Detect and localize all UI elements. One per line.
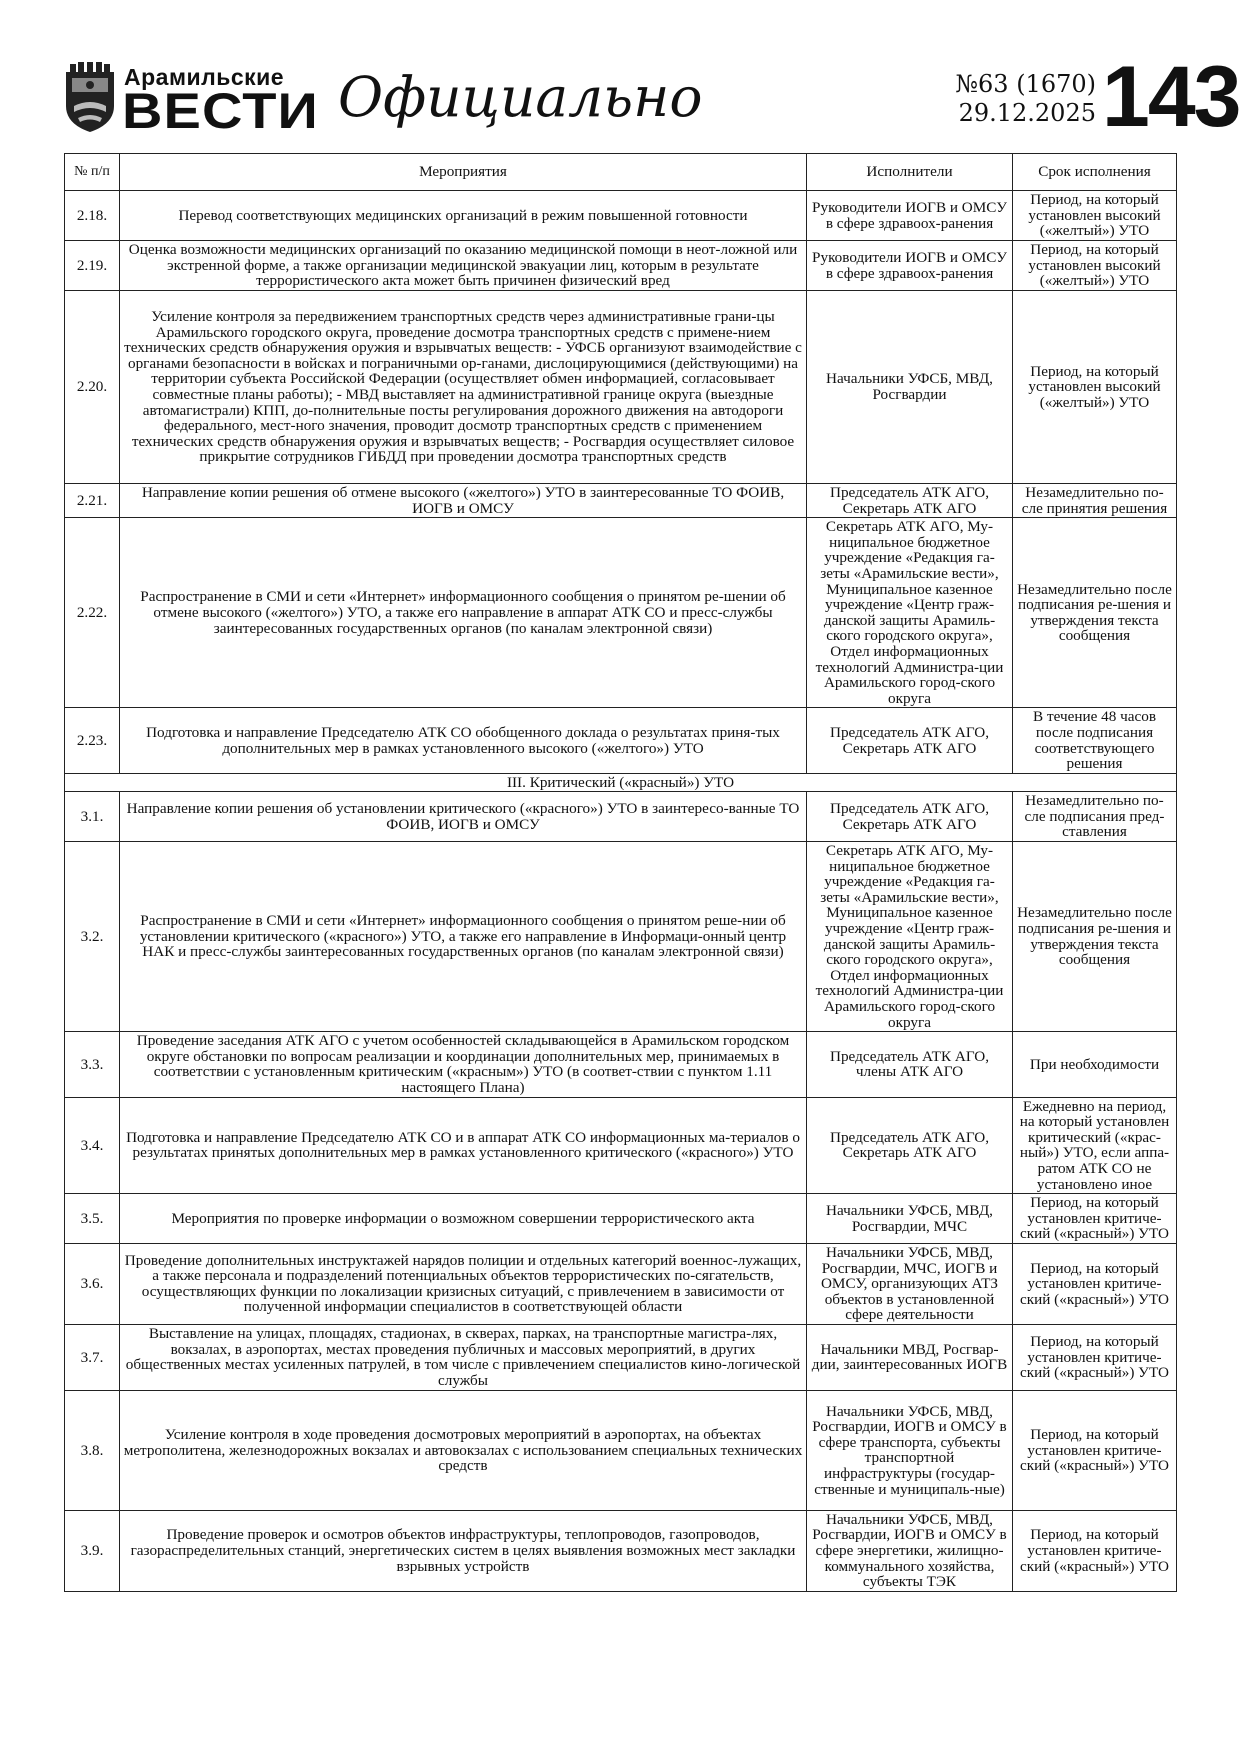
row-term: Период, на который установлен критиче-ский («красный») УТО bbox=[1013, 1194, 1177, 1244]
table-row bbox=[65, 484, 1177, 518]
row-term: Период, на который установлен критиче-ский («красный») УТО bbox=[1013, 1324, 1177, 1390]
row-term: Ежедневно на период, на который установлен критический («крас-ный») УТО, если аппа-ратом АТК СО не установлено иное bbox=[1013, 1097, 1177, 1194]
table-row bbox=[65, 1324, 1177, 1390]
row-number: 3.4. bbox=[65, 1097, 120, 1194]
row-event: Перевод соответствующих медицинских организаций в режим повышенной готовности bbox=[120, 191, 807, 241]
row-executor: Начальники УФСБ, МВД, Росгвардии bbox=[807, 291, 1013, 484]
row-executor: Руководители ИОГВ и ОМСУ в сфере здравоох-ранения bbox=[807, 191, 1013, 241]
table-row bbox=[65, 1510, 1177, 1591]
row-number: 3.6. bbox=[65, 1243, 120, 1324]
row-event: Направление копии решения об отмене высокого («желтого») УТО в заинтересованные ТО ФОИВ, ИОГВ и ОМСУ bbox=[120, 484, 807, 518]
row-number: 2.21. bbox=[65, 484, 120, 518]
row-term: Период, на который установлен высокий («желтый») УТО bbox=[1013, 291, 1177, 484]
row-executor: Начальники УФСБ, МВД, Росгвардии, МЧС bbox=[807, 1194, 1013, 1244]
row-executor: Секретарь АТК АГО, Му-ниципальное бюджетное учреждение «Редакция га-зеты «Арамильские вести», Муниципальное казенное учреждение «Центр граж-данской защиты Арамиль-ского городского округа», Отдел информационных технологий Администра-ции Арамильского город-ского округа bbox=[807, 518, 1013, 708]
row-number: 3.5. bbox=[65, 1194, 120, 1244]
header-event: Мероприятия bbox=[120, 154, 807, 191]
row-number: 3.8. bbox=[65, 1390, 120, 1510]
row-term: Незамедлительно по-сле принятия решения bbox=[1013, 484, 1177, 518]
row-executor: Секретарь АТК АГО, Му-ниципальное бюджетное учреждение «Редакция га-зеты «Арамильские вести», Муниципальное казенное учреждение «Центр граж-данской защиты Арамиль-ского городского округа», Отдел информационных технологий Администра-ции Арамильского город-ского округа bbox=[807, 842, 1013, 1032]
row-event: Направление копии решения об установлении критического («красного») УТО в заинтересо-ванные ТО ФОИВ, ИОГВ и ОМСУ bbox=[120, 792, 807, 842]
row-executor: Начальники МВД, Росгвар-дии, заинтересованных ИОГВ bbox=[807, 1324, 1013, 1390]
row-executor: Председатель АТК АГО, Секретарь АТК АГО bbox=[807, 484, 1013, 518]
header-executor: Исполнители bbox=[807, 154, 1013, 191]
header-num: № п/п bbox=[65, 154, 120, 191]
logo-top-text: Арамильские bbox=[124, 64, 285, 90]
table-row bbox=[65, 1097, 1177, 1194]
issue-number: №63 (1670) bbox=[955, 70, 1096, 98]
row-term: Период, на который установлен высокий («желтый») УТО bbox=[1013, 241, 1177, 291]
row-event: Усиление контроля за передвижением транспортных средств через административные грани-цы Арамильского городского округа, проведение досмотра транспортных средств с примене-нием технических средств обнаружения оружия и взрывчатых веществ: - УФСБ организуют взаимодействие с органами безопасности в войсках и пограничными ор-ганами, дислоцирующимися (действующими) на территории субъекта Российской Федерации (осуществляет обмен информацией, согласовывает совместные планы работы); - МВД выставляет на административной границе округа (выездные автомагистрали) КПП, до-полнительные посты регулирования дорожного движения на автодороги федерального, мест-ного значения, проводит досмотр транспортных средств с применением технических средств обнаружения оружия и взрывчатых веществ; - Росгвардия осуществляет силовое прикрытие сотрудников ГИБДД при проведении досмотра транспортных средств bbox=[120, 291, 807, 484]
row-event: Подготовка и направление Председателю АТК СО обобщенного доклада о результатах приня-тых дополнительных мер в рамках установленного высокого («желтого») УТО bbox=[120, 708, 807, 773]
table-row bbox=[65, 1194, 1177, 1244]
row-term: Период, на который установлен высокий («желтый») УТО bbox=[1013, 191, 1177, 241]
row-executor: Председатель АТК АГО, члены АТК АГО bbox=[807, 1032, 1013, 1097]
city-emblem-icon bbox=[64, 62, 116, 134]
table-section-red bbox=[65, 773, 1177, 792]
logo-main-text: ВЕСТИ bbox=[122, 83, 319, 139]
row-term: При необходимости bbox=[1013, 1032, 1177, 1097]
row-number: 2.20. bbox=[65, 291, 120, 484]
row-number: 2.18. bbox=[65, 191, 120, 241]
masthead bbox=[64, 49, 1240, 145]
row-number: 3.1. bbox=[65, 792, 120, 842]
header-term: Срок исполнения bbox=[1013, 154, 1177, 191]
newspaper-logo bbox=[64, 60, 319, 139]
page-number: 143 bbox=[1102, 49, 1240, 145]
row-event: Распространение в СМИ и сети «Интернет» информационного сообщения о принятом ре-шении об отмене высокого («желтого») УТО, а также его направление в аппарат АТК СО и пресс-службы заинтересованных государственных органов (по каналам электронной связи) bbox=[120, 518, 807, 708]
row-number: 2.22. bbox=[65, 518, 120, 708]
row-number: 2.19. bbox=[65, 241, 120, 291]
table-row bbox=[65, 1390, 1177, 1510]
row-executor: Председатель АТК АГО, Секретарь АТК АГО bbox=[807, 708, 1013, 773]
issue-info bbox=[878, 70, 1096, 128]
row-event: Мероприятия по проверке информации о возможном совершении террористического акта bbox=[120, 1194, 807, 1244]
row-term: Период, на который установлен критиче-ский («красный») УТО bbox=[1013, 1390, 1177, 1510]
row-executor: Начальники УФСБ, МВД, Росгвардии, ИОГВ и ОМСУ в сфере энергетики, жилищно-коммунального хозяйства, субъекты ТЭК bbox=[807, 1510, 1013, 1591]
row-number: 3.9. bbox=[65, 1510, 120, 1591]
row-event: Распространение в СМИ и сети «Интернет» информационного сообщения о принятом реше-нии об установлении критического («красного») УТО, а также его направление в Информаци-онный центр НАК и пресс-службы заинтересованных государственных органов (по каналам электронной связи) bbox=[120, 842, 807, 1032]
row-event: Проведение дополнительных инструктажей нарядов полиции и отдельных категорий военнос-лужащих, а также персонала и подразделений потенциальных объектов террористических по-сягательств, осуществляющих функции по локализации кризисных ситуаций, с привлечением в зависимости от полученной информации специалистов в соответствующей области bbox=[120, 1243, 807, 1324]
table-row bbox=[65, 241, 1177, 291]
row-event: Усиление контроля в ходе проведения досмотровых мероприятий в аэропортах, на объектах метрополитена, железнодорожных вокзалах и автовокзалах с использованием специальных технических средств bbox=[120, 1390, 807, 1510]
row-term: Незамедлительно после подписания ре-шения и утверждения текста сообщения bbox=[1013, 518, 1177, 708]
table-row bbox=[65, 191, 1177, 241]
row-event: Проведение проверок и осмотров объектов инфраструктуры, теплопроводов, газопроводов, газораспределительных станций, энергетических систем в целях выявления возможных мест закладки взрывных устройств bbox=[120, 1510, 807, 1591]
row-number: 3.2. bbox=[65, 842, 120, 1032]
row-term: В течение 48 часов после подписания соответствующего решения bbox=[1013, 708, 1177, 773]
row-event: Подготовка и направление Председателю АТК СО и в аппарат АТК СО информационных ма-териалов о результатах принятых дополнительных мер в рамках установленного критического («красного») УТО bbox=[120, 1097, 807, 1194]
table-row bbox=[65, 291, 1177, 484]
row-event: Проведение заседания АТК АГО с учетом особенностей складывающейся в Арамильском городском округе обстановки по вопросам реализации и координации дополнительных мер, принимаемых в соответствии с установленным критическим («красным») УТО (в соответ-ствии с пунктом 1.11 настоящего Плана) bbox=[120, 1032, 807, 1097]
row-executor: Начальники УФСБ, МВД, Росгвардии, МЧС, ИОГВ и ОМСУ, организующих АТЗ объектов в установленной сфере деятельности bbox=[807, 1243, 1013, 1324]
table-body-yellow bbox=[65, 191, 1177, 774]
row-term: Незамедлительно после подписания ре-шения и утверждения текста сообщения bbox=[1013, 842, 1177, 1032]
row-executor: Начальники УФСБ, МВД, Росгвардии, ИОГВ и ОМСУ в сфере транспорта, субъекты транспортной инфраструктуры (государ-ственные и муниципаль-ные) bbox=[807, 1390, 1013, 1510]
row-executor: Руководители ИОГВ и ОМСУ в сфере здравоох-ранения bbox=[807, 241, 1013, 291]
row-number: 3.7. bbox=[65, 1324, 120, 1390]
table-row bbox=[65, 792, 1177, 842]
section-heading: III. Критический («красный») УТО bbox=[65, 773, 1177, 792]
table-row bbox=[65, 1243, 1177, 1324]
row-number: 2.23. bbox=[65, 708, 120, 773]
issue-date: 29.12.2025 bbox=[958, 99, 1096, 127]
table-row bbox=[65, 1032, 1177, 1097]
table-header-row bbox=[65, 154, 1177, 191]
row-event: Выставление на улицах, площадях, стадионах, в скверах, парках, на транспортные магистра-лях, вокзалах, в аэропортах, местах проведения публичных и массовых мероприятий, в других общественных местах усиленных патрулей, в том числе с привлечением специалистов кино-логической службы bbox=[120, 1324, 807, 1390]
row-term: Незамедлительно по-сле подписания пред-ставления bbox=[1013, 792, 1177, 842]
table-row bbox=[65, 708, 1177, 773]
row-term: Период, на который установлен критиче-ский («красный») УТО bbox=[1013, 1243, 1177, 1324]
table-row bbox=[65, 842, 1177, 1032]
table-body-red bbox=[65, 792, 1177, 1592]
row-executor: Председатель АТК АГО, Секретарь АТК АГО bbox=[807, 792, 1013, 842]
row-executor: Председатель АТК АГО, Секретарь АТК АГО bbox=[807, 1097, 1013, 1194]
row-event: Оценка возможности медицинских организаций по оказанию медицинской помощи в неот-ложной или экстренной форме, а также организации медицинской эвакуации лиц, которым в результате террористического акта может быть причинен физический вред bbox=[120, 241, 807, 291]
table-row bbox=[65, 518, 1177, 708]
row-term: Период, на который установлен критиче-ский («красный») УТО bbox=[1013, 1510, 1177, 1591]
section-row bbox=[65, 773, 1177, 792]
row-number: 3.3. bbox=[65, 1032, 120, 1097]
section-title: Официально bbox=[338, 65, 703, 129]
measures-table bbox=[64, 153, 1177, 1592]
